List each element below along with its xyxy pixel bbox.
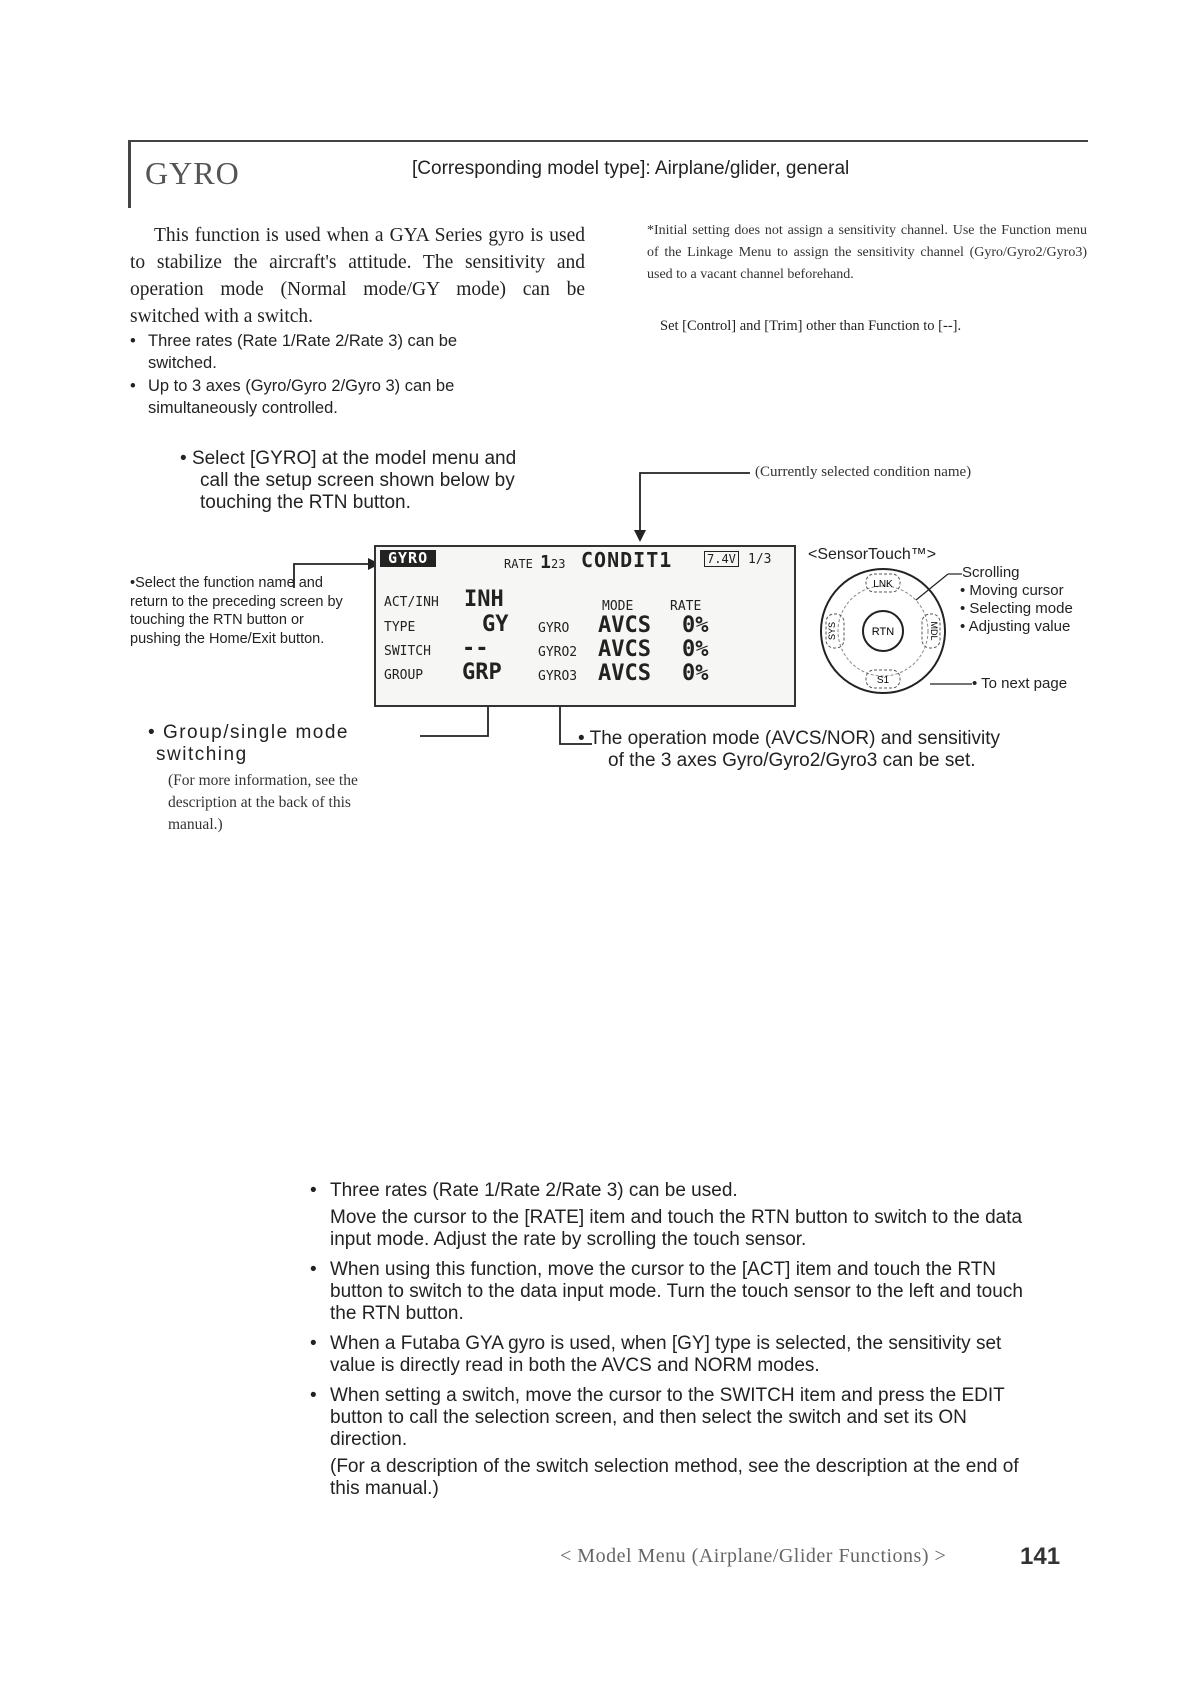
header-rule [128, 140, 1088, 142]
act-inh-value[interactable]: INH [464, 587, 504, 612]
sensor-touch-pad [818, 566, 948, 696]
bullet-icon: • [130, 575, 136, 591]
rate-prefix: RATE [504, 557, 533, 571]
group-value[interactable]: GRP [462, 660, 502, 685]
gyro3-rate-value[interactable]: 0% [682, 661, 709, 686]
page-number: 141 [1020, 1543, 1061, 1570]
gyro2-row-name: GYRO2 [538, 645, 578, 660]
list-item-text: When using this function, move the cursor to the [ACT] item and touch the RTN button to switch to the data input mode. Turn the touch sensor to the left and touch the RTN button. [330, 1259, 1023, 1324]
select-function-callout [130, 574, 345, 648]
notes-list [310, 1180, 1040, 1508]
s1-button-label: S1 [876, 675, 890, 686]
gyro3-row-name: GYRO3 [538, 669, 578, 684]
header-left-bar [128, 140, 131, 208]
mdl-button[interactable] [922, 614, 940, 648]
rate-others: 23 [550, 557, 566, 571]
gyro-mode-value[interactable]: AVCS [598, 613, 651, 638]
bullet-icon: • [148, 722, 157, 743]
list-item-subtext: Move the cursor to the [RATE] item and touch the RTN button to switch to the data input mode. Adjust the rate by scrolling the touch sensor. [330, 1207, 1023, 1250]
selecting-mode-label [960, 600, 1073, 617]
rate-current: 1 [540, 552, 551, 573]
bullet-icon: • [310, 1259, 317, 1280]
list-item-subtext: (For a description of the switch selection method, see the description at the end of this manual.) [330, 1456, 1019, 1499]
gyro-row-name: GYRO [538, 621, 570, 636]
sys-button-label: SYS [827, 621, 837, 641]
bullet-icon: • [960, 618, 969, 635]
bullet-text: Three rates (Rate 1/Rate 2/Rate 3) can be [148, 332, 458, 350]
list-item [310, 1385, 1040, 1500]
model-type-label: [Corresponding model type]: Airplane/glider, general [412, 158, 850, 179]
list-item-text: Three rates (Rate 1/Rate 2/Rate 3) can be used. [330, 1180, 738, 1201]
gyro-setup-screen [374, 545, 796, 707]
instruction-line-2: call the setup screen shown below by [200, 470, 515, 491]
group-single-text-b: switching [156, 744, 248, 765]
adjusting-value-label [960, 618, 1070, 635]
bullet-icon: • [972, 675, 982, 692]
screen-condition-name: CONDIT1 [581, 548, 673, 572]
sensortouch-label: <SensorTouch™> [808, 546, 937, 563]
act-inh-label: ACT/INH [384, 595, 439, 610]
list-item [310, 1333, 1040, 1377]
bullet-icon: • [130, 332, 136, 350]
intro-bullet-axes [130, 375, 560, 419]
group-single-text-a: Group/single mode [162, 722, 349, 743]
group-single-callout [148, 722, 408, 766]
screen-rate-indicator[interactable] [504, 552, 565, 573]
bullet-text: Up to 3 axes (Gyro/Gyro 2/Gyro 3) can be [148, 377, 455, 395]
group-note: (For more information, see the description at the back of this manual.) [168, 772, 358, 833]
bullet-icon: • [310, 1333, 317, 1354]
list-item [310, 1180, 1040, 1251]
next-page-text: To next page [981, 675, 1068, 692]
operation-mode-callout [578, 728, 1098, 772]
bullet-icon: • [960, 600, 970, 617]
gyro-rate-value[interactable]: 0% [682, 613, 709, 638]
list-item-text: When a Futaba GYA gyro is used, when [GY] type is selected, the sensitivity set value is directly read in both the AVCS and NORM modes. [330, 1333, 1002, 1376]
s1-button[interactable] [866, 670, 900, 688]
gyro2-rate-value[interactable]: 0% [682, 637, 709, 662]
bullet-icon: • [310, 1180, 317, 1201]
switch-value[interactable]: -- [462, 636, 489, 661]
bullet-text-cont: simultaneously controlled. [148, 399, 338, 417]
moving-cursor-text: Moving cursor [969, 582, 1064, 599]
gyro3-mode-value[interactable]: AVCS [598, 661, 651, 686]
select-instruction [180, 448, 600, 514]
lnk-button[interactable] [866, 574, 900, 592]
selecting-mode-text: Selecting mode [969, 600, 1073, 617]
note-initial-setting: *Initial setting does not assign a sensitivity channel. Use the Function menu of the Linkage Menu to assign the sensitivity channel (Gyro/Gyro2/Gyro3) used to a vacant channel beforehand. [647, 223, 1087, 282]
bullet-text-cont: switched. [148, 354, 217, 372]
bullet-icon: • [180, 448, 192, 469]
bullet-icon: • [130, 377, 136, 395]
intro-bullet-rates [130, 330, 560, 374]
instruction-line-3: touching the RTN button. [200, 492, 411, 513]
bullet-icon: • [960, 582, 970, 599]
condition-callout: (Currently selected condition name) [755, 464, 972, 480]
screen-function-name[interactable]: GYRO [380, 550, 436, 567]
bullet-icon: • [578, 728, 585, 749]
rtn-button-label: RTN [871, 626, 895, 638]
footer-breadcrumb: < Model Menu (Airplane/Glider Functions) > [560, 1545, 947, 1567]
list-item-text: When setting a switch, move the cursor to the SWITCH item and press the EDIT button to call the selection screen, and then select the switch and set its ON direction. [330, 1385, 1005, 1450]
bullet-icon: • [310, 1385, 317, 1406]
adjusting-value-text: Adjusting value [968, 618, 1071, 635]
sys-button[interactable] [826, 614, 844, 648]
page-title: GYRO [145, 155, 240, 191]
mode-header: MODE [602, 599, 634, 614]
select-function-text: Select the function name and return to the preceding screen by touching the RTN button or pushing the Home/Exit button. [130, 575, 343, 647]
lnk-button-label: LNK [873, 579, 893, 590]
group-label: GROUP [384, 668, 424, 683]
op-mode-text-a: The operation mode (AVCS/NOR) and sensitivity [589, 728, 1001, 749]
rtn-button[interactable] [872, 626, 894, 638]
instruction-line-1: Select [GYRO] at the model menu and [191, 448, 517, 469]
next-page-label [972, 675, 1067, 692]
op-mode-text-b: of the 3 axes Gyro/Gyro2/Gyro3 can be set. [608, 750, 976, 771]
list-item [310, 1259, 1040, 1325]
moving-cursor-label [960, 582, 1064, 599]
intro-paragraph: This function is used when a GYA Series gyro is used to stabilize the aircraft's attitude. The sensitivity and operation mode (Normal mode/GY mode) can be switched with a switch. [130, 225, 585, 327]
note-control-trim: Set [Control] and [Trim] other than Function to [--]. [660, 318, 962, 334]
type-label: TYPE [384, 620, 416, 635]
battery-voltage: 7.4V [704, 551, 739, 567]
screen-page-indicator: 1/3 [748, 552, 772, 567]
type-value[interactable]: GY [482, 612, 509, 637]
rate-header: RATE [670, 599, 702, 614]
scrolling-label: Scrolling [962, 564, 1020, 581]
mdl-button-label: MDL [929, 621, 939, 641]
gyro2-mode-value[interactable]: AVCS [598, 637, 651, 662]
switch-label: SWITCH [384, 644, 431, 659]
